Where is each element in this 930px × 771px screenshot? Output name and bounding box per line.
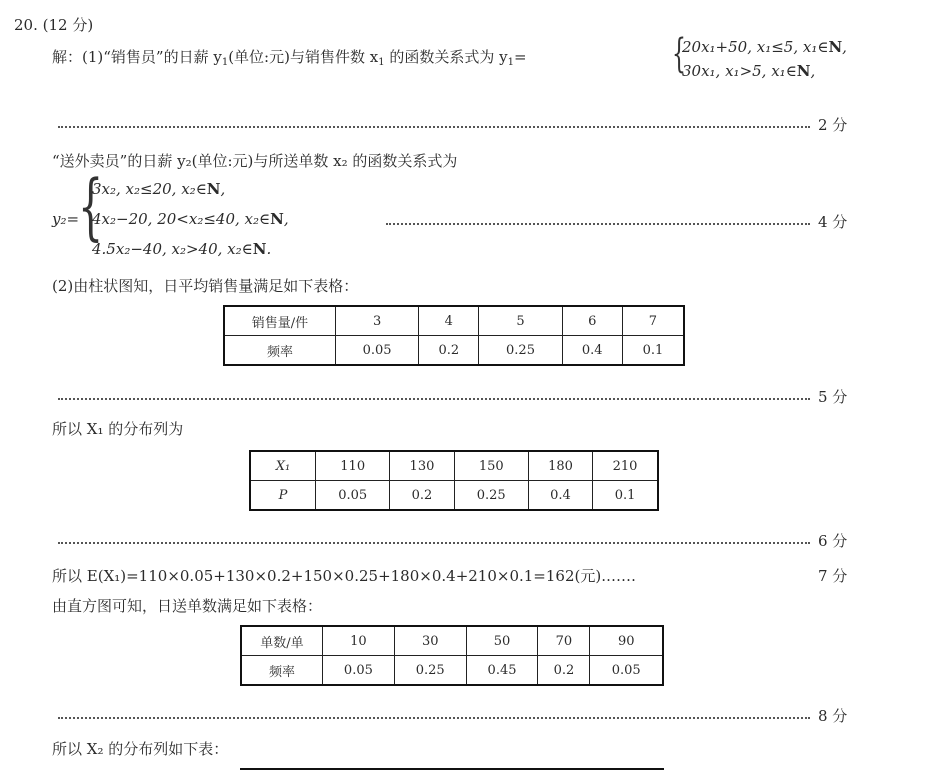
part1-intro: 解：(1)“销售员”的日薪 y <box>52 48 222 66</box>
score-2: 4 分 <box>818 213 848 231</box>
case-1: 20x₁+50, x₁≤5, x₁∈N, <box>682 38 847 56</box>
part2-intro: (2)由柱状图知，日平均销售量满足如下表格： <box>52 277 359 295</box>
table-cell: 0.1 <box>622 336 684 366</box>
table-cell: 0.05 <box>316 481 390 511</box>
dotted-leader-4 <box>58 542 810 544</box>
case-5: 4.5x₂−40, x₂>40, x₂∈N. <box>92 240 272 258</box>
dist2-intro: 所以 X₂ 的分布列如下表： <box>52 740 229 758</box>
case-4: 4x₂−20, 20<x₂≤40, x₂∈N, <box>92 210 289 228</box>
table-cell: 130 <box>390 451 454 481</box>
table-cell: 50 <box>466 626 538 656</box>
case-5-text: 4.5x₂−40, x₂>40, x₂∈ <box>92 240 253 258</box>
table-cell: 频率 <box>224 336 336 366</box>
case-2-text: 30x₁, x₁>5, x₁∈ <box>682 62 797 80</box>
problem-number: 20. (12 分) <box>14 16 94 34</box>
dotted-leader-1 <box>58 126 810 128</box>
table-cell: 7 <box>622 306 684 336</box>
table-cell: 30 <box>394 626 466 656</box>
table-x1-distribution <box>249 450 659 511</box>
part1-intro-line <box>52 46 527 68</box>
table-cell: P <box>250 481 316 511</box>
table-cell: 频率 <box>241 656 323 686</box>
table-cell: 70 <box>538 626 590 656</box>
table-cell: 5 <box>479 306 562 336</box>
table-cell: 0.05 <box>323 656 395 686</box>
table-cell: 210 <box>593 451 658 481</box>
case-3: 3x₂, x₂≤20, x₂∈N, <box>92 180 226 198</box>
table-cell: 10 <box>323 626 395 656</box>
table-cell: 0.45 <box>466 656 538 686</box>
part1-intro-rest: (单位:元)与销售件数 x <box>228 48 379 66</box>
table-cell: 150 <box>454 451 528 481</box>
table-row <box>241 626 663 656</box>
table-cell: 0.4 <box>528 481 592 511</box>
table-cell: 6 <box>562 306 622 336</box>
table-cell: 0.25 <box>394 656 466 686</box>
hist-intro: 由直方图可知，日送单数满足如下表格： <box>52 597 323 615</box>
part1-intro-sub: 1 <box>221 57 229 68</box>
case-4-text: 4x₂−20, 20<x₂≤40, x₂∈ <box>92 210 271 228</box>
table-cell: 0.2 <box>538 656 590 686</box>
piecewise-brace-1: { <box>672 31 686 77</box>
dotted-leader-5 <box>58 717 810 719</box>
table-cell: 3 <box>336 306 419 336</box>
set-n-2: N <box>796 62 811 80</box>
score-6: 8 分 <box>818 707 848 725</box>
set-n-1: N <box>828 38 843 56</box>
table-cell: 0.05 <box>590 656 663 686</box>
dotted-leader-2 <box>386 223 810 225</box>
set-n-4: N <box>270 210 284 228</box>
dist-intro: 所以 X₁ 的分布列为 <box>52 420 184 438</box>
score-4: 6 分 <box>818 532 848 550</box>
piecewise-brace-2: { <box>78 164 104 248</box>
table-cell: 180 <box>528 451 592 481</box>
table-sales-frequency <box>223 305 685 366</box>
set-n-5: N <box>252 240 267 258</box>
table-top-edge <box>240 768 664 770</box>
y2-label: y₂= <box>52 210 80 228</box>
table-cell: 110 <box>316 451 390 481</box>
table-row <box>250 481 658 511</box>
case-2: 30x₁, x₁>5, x₁∈N, <box>682 62 816 80</box>
part1-intro-sub3: 1 <box>507 57 514 68</box>
table-cell: 0.05 <box>336 336 419 366</box>
table-cell: 0.4 <box>562 336 622 366</box>
table-row <box>241 656 663 686</box>
table-row <box>250 451 658 481</box>
part1-intro-sub2: 1 <box>378 57 385 68</box>
table-cell: 0.1 <box>593 481 658 511</box>
table-orders-frequency <box>240 625 664 686</box>
table-row <box>224 306 684 336</box>
table-row <box>224 336 684 366</box>
score-1: 2 分 <box>818 116 848 134</box>
table-cell: X₁ <box>250 451 316 481</box>
set-n-3: N <box>206 180 221 198</box>
table-cell: 90 <box>590 626 663 656</box>
expectation-line: 所以 E(X₁)=110×0.05+130×0.2+150×0.25+180×0.4+210×0.1=162(元).…… <box>52 567 636 585</box>
score-3: 5 分 <box>818 388 848 406</box>
case-3-text: 3x₂, x₂≤20, x₂∈ <box>92 180 207 198</box>
table-cell: 0.25 <box>454 481 528 511</box>
case-1-text: 20x₁+50, x₁≤5, x₁∈ <box>682 38 829 56</box>
score-5: 7 分 <box>818 567 848 585</box>
part1-intro-rest2: 的函数关系式为 y <box>384 48 508 66</box>
part1-intro-eq: = <box>513 48 527 66</box>
table-cell: 单数/单 <box>241 626 323 656</box>
table-cell: 0.2 <box>419 336 479 366</box>
deliver-intro: “送外卖员”的日薪 y₂(单位:元)与所送单数 x₂ 的函数关系式为 <box>52 152 458 170</box>
table-cell: 0.25 <box>479 336 562 366</box>
table-cell: 0.2 <box>390 481 454 511</box>
dotted-leader-3 <box>58 398 810 400</box>
table-cell: 4 <box>419 306 479 336</box>
table-cell: 销售量/件 <box>224 306 336 336</box>
